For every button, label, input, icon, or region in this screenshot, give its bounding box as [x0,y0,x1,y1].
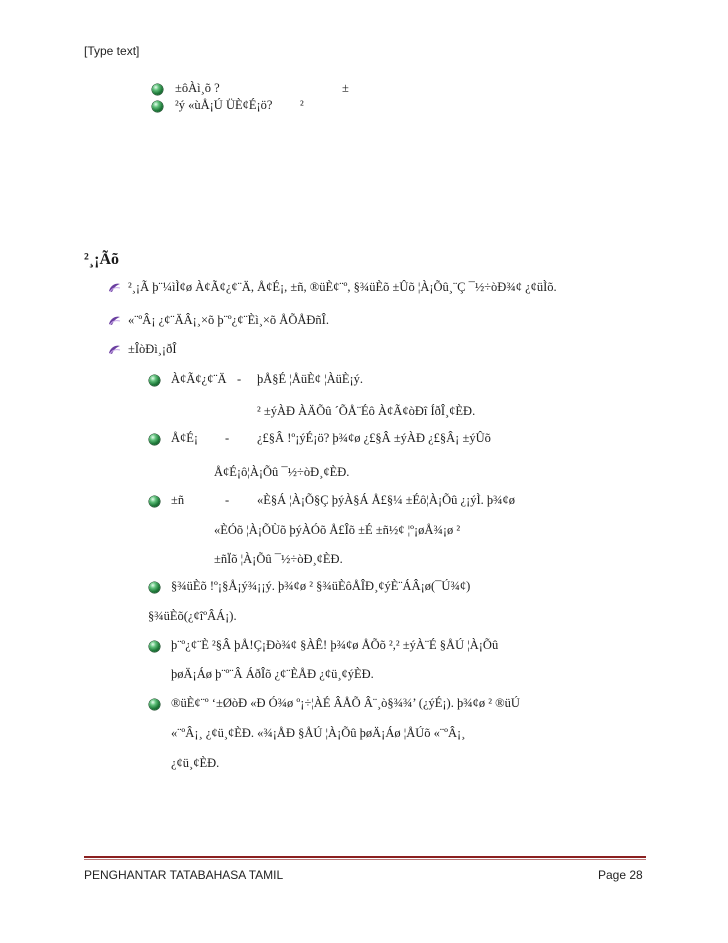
example-2-term: Å¢É¡ [171,431,199,445]
level1-item-1: ²¸¡Ã þ¨¼ìÌ¢ø À¢Ã¢¿¢¨Ä, Å¢É¡, ±ñ, ®üÈ¢¨º, §¾üÈõ ±Ûõ ¦À¡Õû¸¨Ç ¯½÷òÐ¾¢ ¿¢üÌõ. [128,280,557,294]
globe-bullet-icon [149,434,160,445]
example-1-cont: ² ±ýÀÐ ÀÄÕû ´ÕÅ¨Éô À¢Ã¢òÐî ÍðÎ¸¢ÈÐ. [257,404,476,418]
example-6-cont-1: «¨ºÂ¡¸ ¿¢ü¸¢ÈÐ. «¾¡ÅÐ §ÅÚ ¦À¡Õû þøÄ¡Áø ¦ÅÚõ «¨ºÂ¡¸ [171,726,466,740]
globe-bullet-icon [149,582,160,593]
example-4-text: §¾üÈõ !º¡§Å¡ý¾¡¡ý. þ¾¢ø ² §¾üÈôÅÎÐ¸¢ýÈ¨ÁÂ¡ø(¯Ú¾¢) [171,579,471,593]
footer-rule-thin [84,859,646,860]
example-4-cont: §¾üÈõ(¿¢îºÂÁ¡). [148,609,237,623]
example-3-dash: - [225,493,230,507]
globe-bullet-icon [149,496,160,507]
footer-title: PENGHANTAR TATABAHASA TAMIL [84,868,284,882]
example-5-text: þ¨º¿¢¨È ²§Â þÅ!Ç¡Ðò¾¢ §ÀÊ! þ¾¢ø ÅÕõ ²,² ±ýÀ¨É §ÅÚ ¦À¡Õû [171,638,499,652]
page-number: Page 28 [598,868,643,882]
example-2-cont: Å¢É¡ô¦À¡Õû ¯½÷òÐ¸¢ÈÐ. [214,465,350,479]
level1-item-2: «¨ºÂ¡ ¿¢¨ÄÂ¡¸×õ þ¨º¿¢¨Èì¸×õ ÅÕÅÐñÎ. [128,313,329,327]
example-6-cont-2: ¿¢ü¸¢ÈÐ. [171,756,220,770]
example-1-desc: þÅ§É ¦ÅüÈ¢ ¦ÀüÈ¡ý. [257,372,364,386]
swirl-bullet-icon [108,344,121,355]
example-1-term: À¢Ã¢¿¢¨Ä [171,372,227,386]
example-1-dash: - [237,372,242,386]
globe-bullet-icon [152,84,163,95]
swirl-bullet-icon [108,315,121,326]
section-title: ²¸¡Ãõ [84,251,120,268]
top-item-1-extra: ± [342,81,349,95]
globe-bullet-icon [149,641,160,652]
level1-item-3: ±ÎòÐì¸¡ðÎ [128,342,177,356]
globe-bullet-icon [149,699,160,710]
top-item-2-text: ²ý «ùÅ¡Ú ÜÈ¢É¡ö? [175,98,273,112]
top-item-1-text: ±ôÀì¸õ ? [175,81,220,95]
top-item-2-extra: ² [300,98,304,112]
example-2-dash: - [225,431,230,445]
swirl-bullet-icon [108,282,121,293]
example-3-cont-1: «ÈÓõ ¦À¡ÕÙõ þýÀÓõ Å£Îõ ±É ±ñ½¢ ¦º¡øÅ¾¡ø ² [214,523,461,537]
example-3-cont-2: ±ñÏõ ¦À¡Õû ¯½÷òÐ¸¢ÈÐ. [214,552,343,566]
example-2-desc: ¿£§Â !º¡ýÉ¡ö? þ¾¢ø ¿£§Â ±ýÀÐ ¿£§Â¡ ±ýÛõ [257,431,491,445]
globe-bullet-icon [152,101,163,112]
example-3-term: ±ñ [171,493,185,507]
example-5-cont: þøÄ¡Áø þ¨º¨Â ÁðÎõ ¿¢¨ÈÅÐ ¿¢ü¸¢ýÈÐ. [171,667,374,681]
example-3-desc: «È§Á ¦À¡Õ§Ç þýÀ§Á Å£§¼ ±Éô¦À¡Õû ¿¡ýÌ. þ¾¢ø [257,493,516,507]
example-6-text: ®üÈ¢¨º ‘±ØòÐ «Ð Ó¾ø º¡÷¦ÀÉ ÂÅÕ Â¨¸ò§¾¾’ (¿ýÉ¡). þ¾¢ø ² ®üÚ [171,696,520,710]
footer-rule [84,856,646,858]
globe-bullet-icon [149,375,160,386]
page-header: [Type text] [84,44,140,58]
